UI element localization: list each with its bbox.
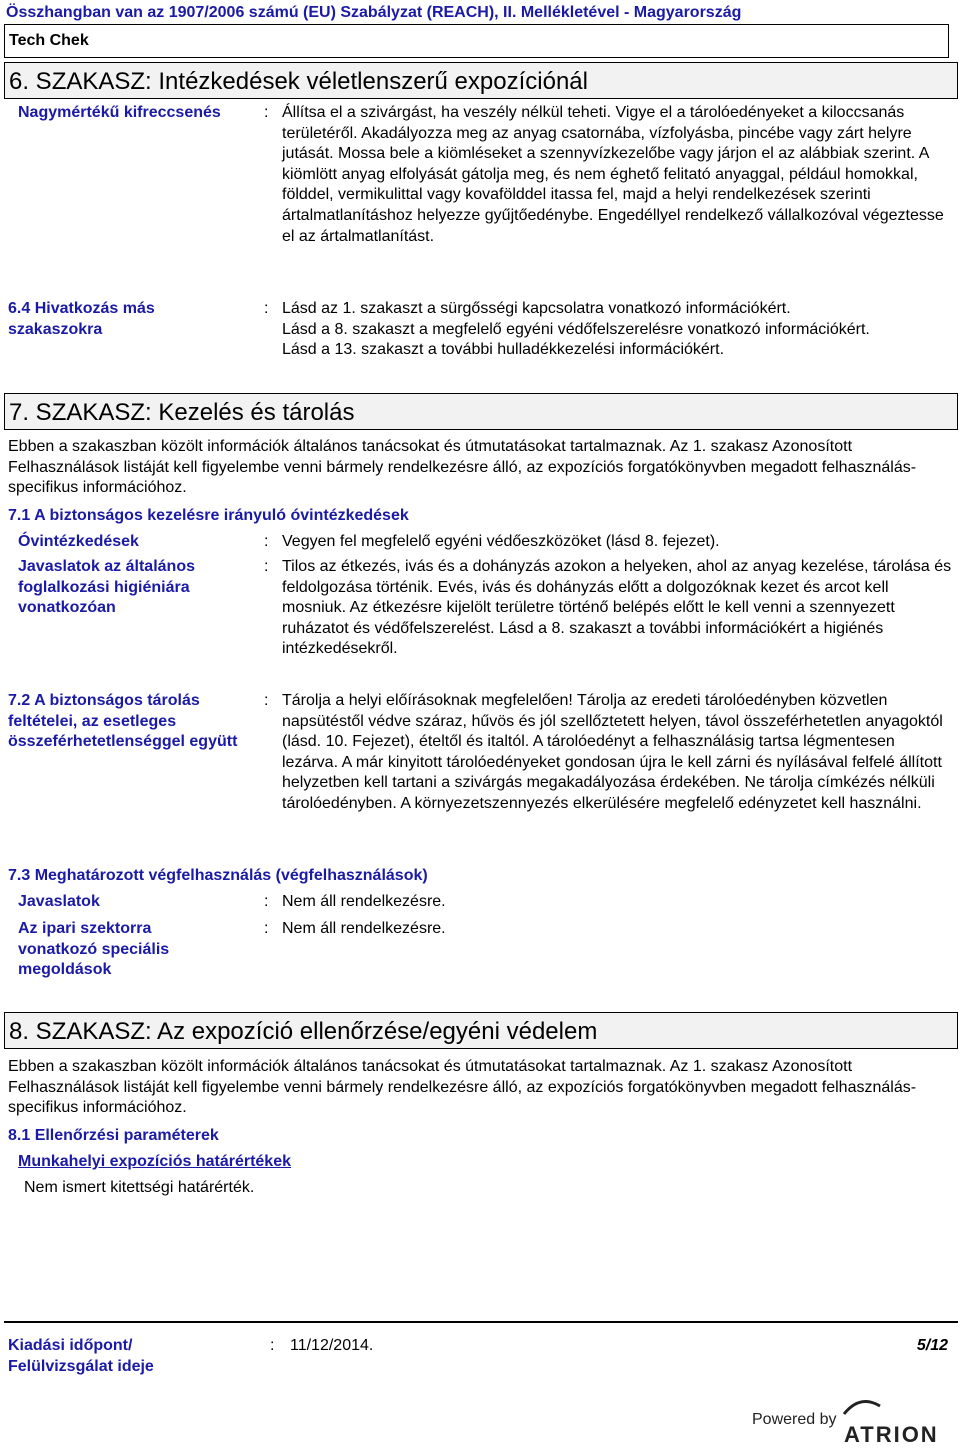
atrion-brand: ATRION [844, 1422, 939, 1447]
product-name-box [4, 24, 949, 58]
precautions-label: Óvintézkedések [18, 533, 139, 550]
section-8-intro: Ebben a szakaszban közölt információk általános tanácsokat és útmutatásokat tartalmaznak. Az 1. szakasz Azonosított Felhasználások listáját kell figyelembe venni bármely rendelkezésre álló, az expozíciós forgatókönyvben megadott felhasználás-specifikus információhoz. [8, 1058, 917, 1117]
section-8-heading: 8. SZAKASZ: Az expozíció ellenőrzése/egyéni védelem [4, 1012, 958, 1049]
storage-label: 7.2 A biztonságos tárolás feltételei, az esetleges összeférhetetlenséggel együtt [8, 692, 238, 751]
issue-date-label: Kiadási időpont/ Felülvizsgálat ideje [8, 1337, 154, 1375]
issue-date-value: 11/12/2014. [290, 1337, 374, 1354]
colon: : [264, 533, 269, 550]
recommendations-text: Nem áll rendelkezésre. [282, 893, 446, 910]
industry-solutions-text: Nem áll rendelkezésre. [282, 920, 446, 937]
exposure-limits-text: Nem ismert kitettségi határérték. [24, 1179, 255, 1196]
colon: : [264, 558, 269, 575]
powered-by-atrion-logo [752, 1398, 956, 1446]
references-label: 6.4 Hivatkozás más szakaszokra [8, 300, 155, 338]
reference-line: Lásd a 13. szakaszt a további hulladékkezelési információkért. [282, 341, 725, 359]
recommendations-label: Javaslatok [18, 893, 100, 910]
document-header-title: Összhangban van az 1907/2006 számú (EU) Szabályzat (REACH), II. Mellékletével - Magyarország [6, 4, 742, 21]
hygiene-text: Tilos az étkezés, ivás és a dohányzás azokon a helyeken, ahol az anyag kezelése, tárolása és feldolgozása történik. Evés, ivás és dohányzás előtt a dolgozóknak kezet és arcot kell mosniuk. Az étkezésre kijelölt területre történő belépés előtt le kell venni a szennyezett ruházatot és védőfelszerelést. Lásd a 8. szakaszt a további információkért a higiénés intézkedésekről. [282, 558, 952, 658]
colon: : [264, 104, 269, 121]
hygiene-label: Javaslatok az általános foglalkozási higiéniára vonatkozóan [18, 558, 195, 617]
precautions-text: Vegyen fel megfelelő egyéni védőeszközöket (lásd 8. fejezet). [282, 533, 720, 550]
subsection-7-1-heading: 7.1 A biztonságos kezelésre irányuló óvintézkedések [8, 507, 409, 524]
spill-text: Állítsa el a szivárgást, ha veszély nélkül teheti. Vigye el a tárolóedényeket a kiloccsanás területéről. Akadályozza meg az anyag csatornába, vízfolyásba, pincébe vagy zárt helyre jutását. Mossa bele a kiömléseket a szennyvízkezelőbe vagy járjon el az alábbiak szerint. A kiömlött anyag elfolyását gátolja meg, és nem éghető felitató anyaggal, például homokkal, földdel, vermikulittal vagy kovafölddel itassa fel, majd a helyi rendelkezések szerinti ártalmatlanításhoz helyezze gyűjtőedénybe. Engedéllyel rendelkező vállalkozóval végeztesse el az ártalmatlanítást. [282, 104, 944, 245]
section-6-heading: 6. SZAKASZ: Intézkedések véletlenszerű expozíciónál [4, 62, 958, 99]
subsection-8-1-heading: 8.1 Ellenőrzési paraméterek [8, 1127, 219, 1144]
colon: : [264, 692, 269, 709]
swoosh-icon [842, 1398, 882, 1416]
page-number: 5/12 [916, 1337, 948, 1354]
colon: : [270, 1337, 275, 1354]
section-7-intro: Ebben a szakaszban közölt információk általános tanácsokat és útmutatásokat tartalmaznak. Az 1. szakasz Azonosított Felhasználások listáját kell figyelembe venni bármely rendelkezésre álló, az expozíciós forgatókönyvben megadott felhasználás-specifikus információhoz. [8, 438, 917, 497]
colon: : [264, 893, 269, 910]
subsection-7-3-heading: 7.3 Meghatározott végfelhasználás (végfelhasználások) [8, 867, 428, 884]
industry-solutions-label: Az ipari szektorra vonatkozó speciális megoldások [18, 920, 170, 979]
section-7-heading: 7. SZAKASZ: Kezelés és tárolás [4, 393, 958, 430]
references-list [282, 299, 954, 361]
reference-line: Lásd az 1. szakaszt a sürgősségi kapcsolatra vonatkozó információkért. [282, 300, 791, 317]
spill-label: Nagymértékű kifreccsenés [18, 104, 221, 121]
exposure-limits-heading: Munkahelyi expozíciós határértékek [18, 1153, 291, 1170]
footer-divider [4, 1321, 958, 1323]
storage-text: Tárolja a helyi előírásoknak megfelelően! Tárolja az eredeti tárolóedényben közvetlen napsütéstől védve száraz, hűvös és jól szellőztetett helyen, távol összeférhetetlen anyagoktól (lásd. 10. Fejezet), ételtől és italtól. A tárolóedényt a felhasználásig tartsa légmentesen lezárva. A már kinyitott tárolóedényeket gondosan újra le kell zárni és nyílásával felfelé állított helyzetben kell tartani a szivárgás megakadályozása érdekében. Ne tárolja címkézés nélküli tárolóedényben. A környezetszennyezés elkerülésére megfelelő edényzetet kell használni. [282, 692, 943, 812]
colon: : [264, 300, 269, 317]
powered-by-text: Powered by [752, 1411, 837, 1428]
product-name: Tech Chek [9, 32, 89, 49]
reference-line: Lásd a 8. szakaszt a megfelelő egyéni védőfelszerelésre vonatkozó információkért. [282, 320, 870, 338]
colon: : [264, 920, 269, 937]
